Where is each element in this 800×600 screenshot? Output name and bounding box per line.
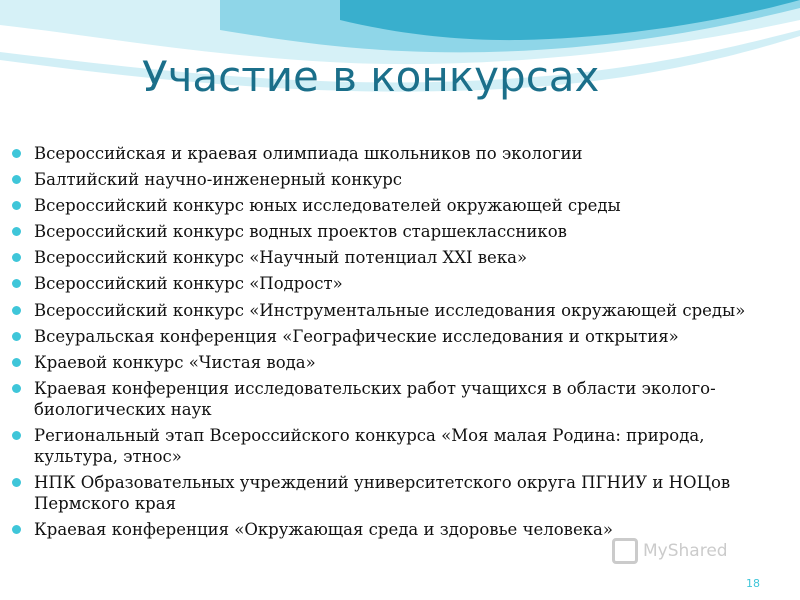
list-item	[12, 247, 792, 268]
list-item	[12, 472, 792, 514]
list-item	[12, 300, 792, 321]
list-item	[12, 169, 792, 190]
list-item	[12, 378, 792, 420]
list-item	[12, 195, 792, 216]
watermark	[612, 538, 728, 564]
bullet-dot-icon	[12, 525, 21, 534]
list-item	[12, 352, 792, 373]
bullet-dot-icon	[12, 358, 21, 367]
bullet-dot-icon	[12, 478, 21, 487]
list-item-text: Краевой конкурс «Чистая вода»	[34, 352, 316, 372]
list-item	[12, 519, 792, 540]
bullet-dot-icon	[12, 227, 21, 236]
list-item-text: Всероссийский конкурс «Инструментальные исследования окружающей среды»	[34, 300, 746, 320]
list-item-text: Всероссийский конкурс юных исследователей окружающей среды	[34, 196, 621, 216]
list-item-text: Всероссийский конкурс водных проектов старшеклассников	[34, 222, 567, 242]
list-item-text: Балтийский научно-инженерный конкурс	[34, 170, 403, 190]
list-item-text: Всеуральская конференция «Географические исследования и открытия»	[34, 326, 679, 346]
bullet-dot-icon	[12, 201, 21, 210]
slide-title: Участие в конкурсах	[142, 52, 600, 101]
list-item-text: Всероссийская и краевая олимпиада школьников по экологии	[34, 144, 583, 163]
watermark-logo-icon	[612, 538, 638, 564]
bullet-dot-icon	[12, 306, 21, 315]
list-item-text: Краевая конференция исследовательских работ учащихся в области эколого-биологических наук	[34, 378, 716, 419]
list-item-text: НПК Образовательных учреждений университетского округа ПГНИУ и НОЦов Пермского края	[34, 473, 731, 514]
bullet-dot-icon	[12, 332, 21, 341]
list-item	[12, 425, 792, 467]
bullet-dot-icon	[12, 149, 21, 158]
list-item	[12, 221, 792, 242]
bullet-dot-icon	[12, 175, 21, 184]
bullet-dot-icon	[12, 253, 21, 262]
list-item	[12, 326, 792, 347]
page-number: 18	[746, 577, 760, 590]
list-item-text: Краевая конференция «Окружающая среда и здоровье человека»	[34, 520, 613, 540]
list-item	[12, 273, 792, 294]
bullet-dot-icon	[12, 431, 21, 440]
bullet-dot-icon	[12, 384, 21, 393]
list-item-text: Всероссийский конкурс «Научный потенциал XXI века»	[34, 248, 528, 268]
watermark-text: MyShared	[643, 541, 728, 561]
list-item	[12, 143, 792, 164]
bullet-dot-icon	[12, 279, 21, 288]
list-item-text: Региональный этап Всероссийского конкурса «Моя малая Родина: природа, культура, этнос»	[34, 425, 705, 466]
list-item-text: Всероссийский конкурс «Подрост»	[34, 274, 343, 294]
competition-list	[12, 143, 792, 545]
